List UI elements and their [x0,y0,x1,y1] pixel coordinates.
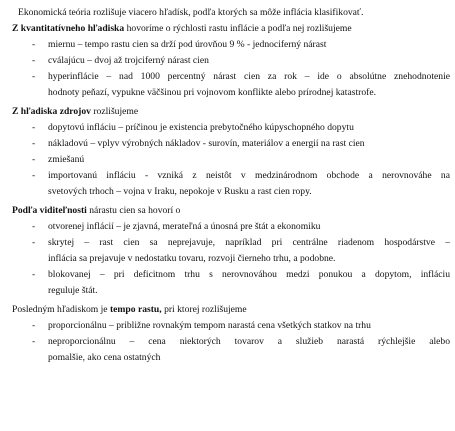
list-item-line: dopytovú infláciu – príčinou je existencia prebytočného kúpyschopného dopytu [48,122,354,133]
list-item: - dopytovú infláciu – príčinou je existencia prebytočného kúpyschopného dopytu [12,120,450,136]
list-item: - hyperinflácie – nad 1000 percentný nárast cien za rok – ide o absolútne znehodnotenie hodnoty peňazí, vypukne väčšinou pri vojnovom konflikte alebo prírodnej katastrofe. [12,69,450,101]
section-heading-visibility [12,203,450,219]
section-heading-bold: Podľa viditeľnosti [12,205,87,216]
intro-paragraph: Ekonomická teória rozlišuje viacero hľadísk, podľa ktorých sa môže inflácia klasifikovať. [18,7,364,18]
list-item-line: zmiešanú [48,154,85,165]
list-item: - importovanú infláciu - vzniká z neistôt v medzinárodnom obchode a nerovnováhe na svetových trhoch – vojna v Iraku, nepokoje v Rusku a rast cien ropy. [12,168,450,200]
list-item-line: nákladovú – vplyv výrobných nákladov - surovín, materiálov a energií na rast cien [48,138,365,149]
list-item-line: proporcionálnu – približne rovnakým tempom narastá cena všetkých statkov na trhu [48,320,371,331]
section-heading-rest: rozlišujeme [90,106,139,117]
list-item-line: hodnoty peňazí, vypukne väčšinou pri vojnovom konflikte alebo prírodnej katastrofe. [48,87,376,98]
list-item-line: reguluje štát. [48,285,98,296]
section-heading-pre: Posledným hľadiskom je [12,304,110,315]
list-item: - cválajúcu – dvoj až trojciferný nárast cien [12,53,450,69]
section-heading-bold: Z hľadiska zdrojov [12,106,91,117]
list-item-line: cválajúcu – dvoj až trojciferný nárast cien [48,55,209,66]
list-item-line: blokovanej – pri deficitnom trhu s nerovnováhou medzi ponukou a dopytom, infláciu [48,269,450,280]
list-item: - blokovanej – pri deficitnom trhu s nerovnováhou medzi ponukou a dopytom, infláciu reguluje štát. [12,267,450,299]
list-item-line: neproporcionálnu – cena niektorých tovarov a služieb narastá rýchlejšie alebo [48,336,450,347]
list-item: - miernu – tempo rastu cien sa drží pod úrovňou 9 % - jednociferný nárast [12,37,450,53]
list-item-line: importovanú infláciu - vzniká z neistôt v medzinárodnom obchode a nerovnováhe na [48,170,450,181]
section-heading-bold: tempo rastu, [109,304,162,315]
list-item-line: inflácia sa prejavuje v nedostatku tovaru, rozvoji čierneho trhu, a podobne. [48,253,336,264]
list-item: - otvorenej inflácií – je zjavná, merateľná a únosná pre štát a ekonomiku [12,219,450,235]
list-item-line: svetových trhoch – vojna v Iraku, nepokoje v Rusku a rast cien ropy. [48,186,312,197]
list-item-line: hyperinflácie – nad 1000 percentný nárast cien za rok – ide o absolútne znehodnotenie [48,71,450,82]
list-item: - neproporcionálnu – cena niektorých tovarov a služieb narastá rýchlejšie alebo pomalšie, ako cena ostatných [12,334,450,366]
list-item: - nákladovú – vplyv výrobných nákladov - surovín, materiálov a energií na rast cien [12,136,450,152]
section-heading-quantitative [12,21,450,37]
section-heading-rest: hovoríme o rýchlosti rastu inflácie a podľa nej rozlišujeme [124,23,352,34]
list-item: - proporcionálnu – približne rovnakým tempom narastá cena všetkých statkov na trhu [12,318,450,334]
section-heading-rest: pri ktorej rozlišujeme [161,304,247,315]
list-item-line: miernu – tempo rastu cien sa drží pod úrovňou 9 % - jednociferný nárast [48,39,327,50]
list-item-line: skrytej – rast cien sa neprejavuje, napríklad pri centrálne riadenom hospodárstve – [48,237,450,248]
section-heading-sources [12,104,450,120]
document [12,5,450,366]
list-item-line: otvorenej inflácií – je zjavná, merateľná a únosná pre štát a ekonomiku [48,221,321,232]
list-item: - zmiešanú [12,152,450,168]
list-item: - skrytej – rast cien sa neprejavuje, napríklad pri centrálne riadenom hospodárstve – inflácia sa prejavuje v nedostatku tovaru, rozvoji čierneho trhu, a podobne. [12,235,450,267]
section-heading-growth-rate [12,302,450,318]
section-heading-rest: nárastu cien sa hovorí o [86,205,181,216]
list-item-line: pomalšie, ako cena ostatných [48,352,161,363]
section-heading-bold: Z kvantitatívneho hľadiska [12,23,125,34]
